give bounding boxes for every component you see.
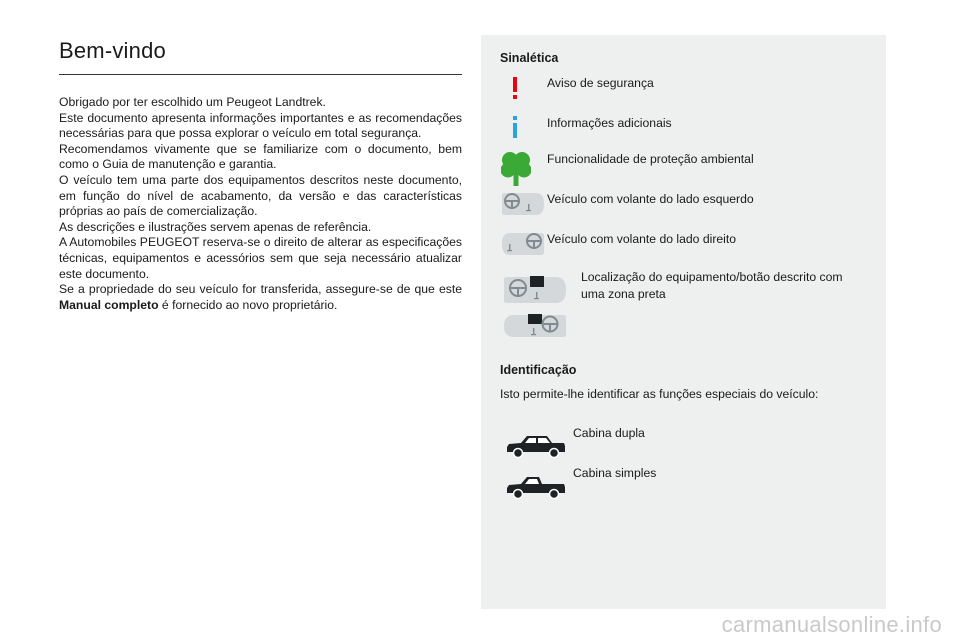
signage-label: Aviso de segurança	[547, 76, 654, 90]
identification-item-double-cab	[481, 425, 886, 461]
signage-title: Sinalética	[500, 51, 559, 65]
info-icon	[510, 116, 520, 140]
paragraph: A Automobiles PEUGEOT reserva-se o direito de alterar as especificações técnicas, equipamentos e acessórios sem que seja necessário atualizar este documento.	[59, 235, 462, 281]
left-hand-drive-icon	[500, 191, 548, 217]
signage-label: Funcionalidade de proteção ambiental	[547, 152, 754, 166]
page-title: Bem-vindo	[59, 38, 462, 75]
paragraph: Obrigado por ter escolhido um Peugeot Landtrek.	[59, 95, 326, 109]
double-cab-pickup-icon	[505, 433, 567, 459]
paragraph: O veículo tem uma parte dos equipamentos descritos neste documento, em função do nível de acabamento, da versão e das características próprias ao país de comercialização.	[59, 172, 462, 219]
welcome-section	[59, 38, 462, 313]
signage-item-equipment-location	[481, 269, 886, 337]
full-manual-emphasis: Manual completo	[59, 297, 159, 312]
equipment-location-left-icon	[502, 273, 568, 305]
signage-item-left-hand-drive	[481, 191, 886, 221]
signage-item-info	[481, 115, 886, 141]
paragraph: Este documento apresenta informações importantes e as recomendações necessárias para que possa explorar o veículo em total segurança.	[59, 110, 462, 141]
single-cab-pickup-icon	[505, 474, 567, 500]
transfer-text: Se a propriedade do seu veículo for transferida, assegure-se de que este	[59, 282, 462, 297]
signage-label: Localização do equipamento/botão descrito com uma zona preta	[581, 270, 843, 301]
signage-item-environment	[481, 151, 886, 189]
identification-title: Identificação	[500, 363, 577, 377]
identification-label: Cabina dupla	[573, 426, 645, 440]
signage-item-right-hand-drive	[481, 231, 886, 261]
identification-label: Cabina simples	[573, 466, 657, 480]
signage-label: Veículo com volante do lado direito	[547, 232, 737, 246]
paragraph: Recomendamos vivamente que se familiarize com o documento, bem como o Guia de manutenção e garantia.	[59, 141, 462, 172]
signage-label: Informações adicionais	[547, 116, 672, 130]
signage-item-warning	[481, 75, 886, 101]
warning-exclamation-icon	[510, 77, 520, 101]
welcome-body	[59, 95, 462, 313]
signage-panel	[481, 35, 886, 609]
right-hand-drive-icon	[500, 231, 548, 257]
signage-label: Veículo com volante do lado esquerdo	[547, 192, 754, 206]
equipment-location-right-icon	[502, 311, 568, 341]
paragraph: As descrições e ilustrações servem apenas de referência.	[59, 219, 372, 234]
watermark: carmanualsonline.info	[721, 612, 942, 637]
identification-intro: Isto permite-lhe identificar as funções especiais do veículo:	[500, 387, 819, 401]
environment-tree-icon	[501, 151, 531, 187]
transfer-text-end: é fornecido ao novo proprietário.	[158, 297, 338, 312]
identification-item-single-cab	[481, 465, 886, 501]
paragraph-transfer	[59, 282, 462, 313]
